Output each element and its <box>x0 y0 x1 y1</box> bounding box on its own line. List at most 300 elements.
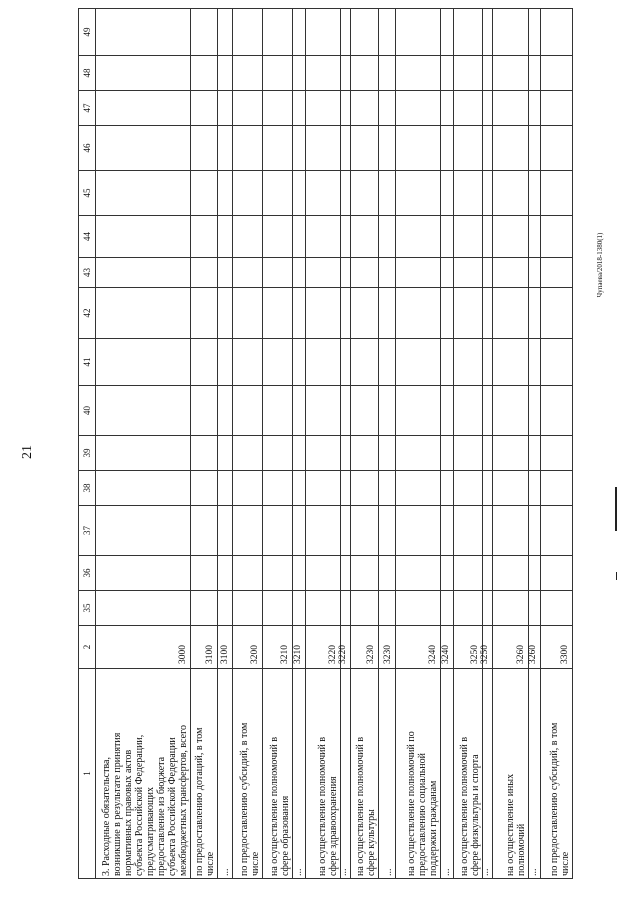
column-header-label: 43 <box>82 268 92 277</box>
empty-value-cell <box>263 435 293 470</box>
empty-value-cell <box>96 338 191 385</box>
empty-value-cell <box>233 555 263 590</box>
row-code: 3250 <box>470 645 480 664</box>
empty-value-cell <box>233 338 263 385</box>
column-header-cell <box>79 125 96 170</box>
row-label-line: сфере физкультуры и спорта <box>470 754 481 876</box>
row-code-cell <box>480 625 493 668</box>
empty-value-cell <box>351 338 379 385</box>
empty-value-cell <box>191 590 218 625</box>
empty-value-cell <box>541 90 573 125</box>
row-label-line: субъекта Российской Федерации <box>167 737 178 876</box>
row-label-line: по предоставлению субсидий, в том <box>239 722 250 876</box>
column-header-label: 42 <box>82 308 92 318</box>
empty-value-cell <box>306 555 341 590</box>
empty-value-cell <box>541 435 573 470</box>
column-header-cell <box>79 470 96 505</box>
column-header-label: 35 <box>82 603 92 613</box>
empty-value-cell <box>96 8 191 55</box>
empty-value-cell <box>96 170 191 215</box>
empty-value-cell <box>483 590 493 625</box>
empty-value-cell <box>191 338 218 385</box>
row-label-line: по предоставлению дотаций, в том <box>194 727 205 876</box>
empty-value-cell <box>233 385 263 435</box>
empty-value-cell <box>263 470 293 505</box>
empty-value-cell <box>341 470 351 505</box>
document-footer-code: Чупаева/2018-1380(1) <box>596 232 604 298</box>
empty-value-cell <box>483 470 493 505</box>
empty-value-cell <box>263 215 293 257</box>
empty-value-cell <box>351 505 379 555</box>
empty-value-cell <box>96 287 191 338</box>
empty-value-cell <box>441 385 454 435</box>
empty-value-cell <box>233 257 263 287</box>
empty-value-cell <box>233 590 263 625</box>
empty-value-cell <box>441 215 454 257</box>
row-label-cell <box>218 668 233 878</box>
row-label-cell <box>396 668 441 878</box>
column-header-cell <box>79 385 96 435</box>
empty-value-cell <box>351 8 379 55</box>
row-label-line: ... <box>293 868 304 876</box>
empty-value-cell <box>191 170 218 215</box>
row-code-cell <box>541 625 573 668</box>
row-code: 3250 <box>480 645 490 664</box>
empty-value-cell <box>541 55 573 90</box>
row-label-line: полномочий <box>516 823 527 876</box>
row-label-line: межбюджетных трансфертов, всего <box>178 725 189 876</box>
row-label-cell <box>454 668 483 878</box>
row-label-line: на осуществление полномочий в <box>269 736 280 876</box>
empty-value-cell <box>483 338 493 385</box>
empty-value-cell <box>529 90 541 125</box>
empty-value-cell <box>351 470 379 505</box>
row-label-cell <box>379 668 396 878</box>
empty-value-cell <box>396 90 441 125</box>
empty-value-cell <box>396 505 441 555</box>
column-header-label: 44 <box>82 232 92 241</box>
empty-value-cell <box>351 435 379 470</box>
empty-value-cell <box>541 8 573 55</box>
row-label-line: ... <box>220 868 231 876</box>
empty-value-cell <box>218 590 233 625</box>
row-code: 3240 <box>441 645 451 664</box>
empty-value-cell <box>379 170 396 215</box>
row-code: 3260 <box>528 645 538 664</box>
row-label-cell <box>263 668 293 878</box>
row-code-cell <box>454 625 483 668</box>
row-label-line: сфере образования <box>280 795 291 876</box>
empty-value-cell <box>379 257 396 287</box>
empty-value-cell <box>396 55 441 90</box>
empty-value-cell <box>529 555 541 590</box>
row-label-cell <box>306 668 341 878</box>
column-header-cell <box>79 257 96 287</box>
empty-value-cell <box>191 555 218 590</box>
row-label-cell <box>293 668 306 878</box>
empty-value-cell <box>191 470 218 505</box>
column-header-cell <box>79 435 96 470</box>
empty-value-cell <box>483 90 493 125</box>
row-code-cell <box>191 625 218 668</box>
column-header-label: 36 <box>82 568 92 578</box>
empty-value-cell <box>493 435 529 470</box>
empty-value-cell <box>293 338 306 385</box>
empty-value-cell <box>493 287 529 338</box>
row-code-cell <box>529 625 541 668</box>
empty-value-cell <box>441 170 454 215</box>
row-code: 3220 <box>338 645 348 664</box>
empty-value-cell <box>263 505 293 555</box>
empty-value-cell <box>306 125 341 170</box>
empty-value-cell <box>233 55 263 90</box>
empty-value-cell <box>493 338 529 385</box>
empty-value-cell <box>306 55 341 90</box>
empty-value-cell <box>441 55 454 90</box>
empty-value-cell <box>293 257 306 287</box>
empty-value-cell <box>96 125 191 170</box>
empty-value-cell <box>233 90 263 125</box>
empty-value-cell <box>379 90 396 125</box>
empty-value-cell <box>191 215 218 257</box>
empty-value-cell <box>483 287 493 338</box>
row-code-cell <box>441 625 454 668</box>
empty-value-cell <box>396 215 441 257</box>
empty-value-cell <box>379 435 396 470</box>
empty-value-cell <box>218 338 233 385</box>
empty-value-cell <box>396 257 441 287</box>
row-label-line: числе <box>250 851 261 876</box>
column-header-label: 1 <box>82 771 92 776</box>
empty-value-cell <box>341 170 351 215</box>
row-label-line: на осуществление полномочий в <box>459 736 470 876</box>
empty-value-cell <box>218 90 233 125</box>
row-code: 3210 <box>280 645 290 664</box>
empty-value-cell <box>396 590 441 625</box>
empty-value-cell <box>454 338 483 385</box>
row-label-line: ... <box>441 868 452 876</box>
empty-value-cell <box>233 435 263 470</box>
empty-value-cell <box>341 590 351 625</box>
empty-value-cell <box>351 590 379 625</box>
empty-value-cell <box>454 170 483 215</box>
column-header-label: 37 <box>82 526 92 535</box>
empty-value-cell <box>341 257 351 287</box>
empty-value-cell <box>293 385 306 435</box>
empty-value-cell <box>351 555 379 590</box>
column-header-cell <box>79 8 96 55</box>
empty-value-cell <box>441 435 454 470</box>
column-header-label: 40 <box>82 406 92 415</box>
row-code-cell <box>396 625 441 668</box>
empty-value-cell <box>541 287 573 338</box>
empty-value-cell <box>483 125 493 170</box>
empty-value-cell <box>263 257 293 287</box>
empty-value-cell <box>541 385 573 435</box>
empty-value-cell <box>483 555 493 590</box>
empty-value-cell <box>529 287 541 338</box>
empty-value-cell <box>483 8 493 55</box>
column-header-cell <box>79 215 96 257</box>
empty-value-cell <box>379 505 396 555</box>
empty-value-cell <box>191 435 218 470</box>
row-label-line: числе <box>205 851 216 876</box>
empty-value-cell <box>454 385 483 435</box>
empty-value-cell <box>96 470 191 505</box>
empty-value-cell <box>351 170 379 215</box>
column-header-label: 45 <box>82 188 92 198</box>
empty-value-cell <box>441 90 454 125</box>
row-label-line: нормативных правовых актов <box>123 749 134 876</box>
empty-value-cell <box>396 287 441 338</box>
empty-value-cell <box>493 505 529 555</box>
empty-value-cell <box>396 170 441 215</box>
column-header-label: 2 <box>82 644 92 650</box>
empty-value-cell <box>306 8 341 55</box>
empty-value-cell <box>293 90 306 125</box>
empty-value-cell <box>379 125 396 170</box>
row-label-line: предусматривающих <box>145 786 156 876</box>
empty-value-cell <box>293 170 306 215</box>
row-label-line: возникшие в результате принятия <box>112 732 123 876</box>
column-header-label: 49 <box>82 27 92 37</box>
row-code: 3000 <box>178 645 188 664</box>
empty-value-cell <box>454 287 483 338</box>
row-label-line: 3. Расходные обязательства, <box>101 757 112 876</box>
row-code-cell <box>379 625 396 668</box>
empty-value-cell <box>441 287 454 338</box>
empty-value-cell <box>233 505 263 555</box>
empty-value-cell <box>191 505 218 555</box>
empty-value-cell <box>218 125 233 170</box>
empty-value-cell <box>441 470 454 505</box>
empty-value-cell <box>306 90 341 125</box>
empty-value-cell <box>529 385 541 435</box>
row-code-cell <box>293 625 306 668</box>
column-header-cell <box>79 590 96 625</box>
row-code-cell <box>493 625 529 668</box>
empty-value-cell <box>233 170 263 215</box>
empty-value-cell <box>529 125 541 170</box>
empty-value-cell <box>379 8 396 55</box>
row-code: 3300 <box>560 645 570 664</box>
empty-value-cell <box>233 125 263 170</box>
empty-value-cell <box>493 125 529 170</box>
empty-value-cell <box>396 470 441 505</box>
empty-value-cell <box>454 435 483 470</box>
empty-value-cell <box>483 385 493 435</box>
empty-value-cell <box>441 338 454 385</box>
row-code: 3260 <box>516 645 526 664</box>
empty-value-cell <box>341 8 351 55</box>
row-code: 3240 <box>428 645 438 664</box>
empty-value-cell <box>306 470 341 505</box>
empty-value-cell <box>351 287 379 338</box>
empty-value-cell <box>379 287 396 338</box>
empty-value-cell <box>493 90 529 125</box>
empty-value-cell <box>293 8 306 55</box>
empty-value-cell <box>341 435 351 470</box>
empty-value-cell <box>441 555 454 590</box>
empty-value-cell <box>396 435 441 470</box>
row-code-cell <box>233 625 263 668</box>
row-label-cell <box>493 668 529 878</box>
empty-value-cell <box>96 590 191 625</box>
column-header-label: 41 <box>82 357 92 367</box>
row-code: 3210 <box>293 645 303 664</box>
empty-value-cell <box>96 215 191 257</box>
empty-value-cell <box>454 257 483 287</box>
empty-value-cell <box>379 385 396 435</box>
empty-value-cell <box>293 590 306 625</box>
row-label-line: поддержки гражданам <box>428 780 439 876</box>
empty-value-cell <box>483 435 493 470</box>
empty-value-cell <box>441 590 454 625</box>
column-header-label: 48 <box>82 68 92 78</box>
row-label-cell <box>233 668 263 878</box>
empty-value-cell <box>218 505 233 555</box>
row-code-cell <box>96 625 191 668</box>
row-label-cell <box>441 668 454 878</box>
empty-value-cell <box>529 338 541 385</box>
empty-value-cell <box>493 257 529 287</box>
empty-value-cell <box>454 90 483 125</box>
empty-value-cell <box>441 125 454 170</box>
column-header-cell <box>79 90 96 125</box>
empty-value-cell <box>351 385 379 435</box>
empty-value-cell <box>263 90 293 125</box>
empty-value-cell <box>96 90 191 125</box>
empty-value-cell <box>218 555 233 590</box>
empty-value-cell <box>454 505 483 555</box>
empty-value-cell <box>306 505 341 555</box>
empty-value-cell <box>454 555 483 590</box>
row-code-cell <box>338 625 351 668</box>
empty-value-cell <box>96 505 191 555</box>
empty-value-cell <box>218 257 233 287</box>
empty-value-cell <box>233 8 263 55</box>
empty-value-cell <box>541 505 573 555</box>
empty-value-cell <box>341 215 351 257</box>
row-label-cell <box>191 668 218 878</box>
column-header-label: 46 <box>82 143 92 153</box>
empty-value-cell <box>293 215 306 257</box>
empty-value-cell <box>441 505 454 555</box>
empty-value-cell <box>529 257 541 287</box>
row-code-cell <box>218 625 233 668</box>
empty-value-cell <box>218 170 233 215</box>
empty-value-cell <box>306 215 341 257</box>
empty-value-cell <box>529 590 541 625</box>
empty-value-cell <box>351 215 379 257</box>
empty-value-cell <box>218 435 233 470</box>
row-code: 3230 <box>383 645 393 664</box>
empty-value-cell <box>293 435 306 470</box>
empty-value-cell <box>396 125 441 170</box>
empty-value-cell <box>483 170 493 215</box>
row-label-line: сфере культуры <box>366 809 377 876</box>
row-label-cell <box>96 668 191 878</box>
empty-value-cell <box>96 435 191 470</box>
row-code: 3230 <box>366 645 376 664</box>
column-header-cell <box>79 55 96 90</box>
row-label-line: предоставлению социальной <box>417 753 428 876</box>
empty-value-cell <box>191 385 218 435</box>
row-code: 3220 <box>328 645 338 664</box>
scan-artifact-line <box>615 487 617 531</box>
empty-value-cell <box>218 215 233 257</box>
empty-value-cell <box>541 215 573 257</box>
empty-value-cell <box>306 338 341 385</box>
empty-value-cell <box>191 257 218 287</box>
empty-value-cell <box>483 257 493 287</box>
empty-value-cell <box>293 555 306 590</box>
empty-value-cell <box>341 338 351 385</box>
empty-value-cell <box>441 8 454 55</box>
empty-value-cell <box>233 215 263 257</box>
row-code: 3100 <box>205 645 215 664</box>
row-label-line: на осуществление полномочий по <box>406 731 417 876</box>
empty-value-cell <box>263 555 293 590</box>
column-header-cell <box>79 170 96 215</box>
column-header-cell <box>79 668 96 878</box>
empty-value-cell <box>396 385 441 435</box>
row-label-line: по предоставлению субсидий, в том <box>549 722 560 876</box>
empty-value-cell <box>454 8 483 55</box>
empty-value-cell <box>306 257 341 287</box>
row-label-line: на осуществление полномочий в <box>317 736 328 876</box>
empty-value-cell <box>379 215 396 257</box>
row-label-cell <box>541 668 573 878</box>
column-header-cell <box>79 625 96 668</box>
empty-value-cell <box>529 470 541 505</box>
empty-value-cell <box>96 257 191 287</box>
empty-value-cell <box>441 257 454 287</box>
empty-value-cell <box>379 55 396 90</box>
empty-value-cell <box>493 55 529 90</box>
column-header-cell <box>79 338 96 385</box>
row-label-cell <box>480 668 493 878</box>
empty-value-cell <box>529 8 541 55</box>
empty-value-cell <box>341 505 351 555</box>
column-header-cell <box>79 505 96 555</box>
empty-value-cell <box>483 55 493 90</box>
row-label-cell <box>351 668 379 878</box>
empty-value-cell <box>218 8 233 55</box>
row-label-line: ... <box>528 868 539 876</box>
row-code: 3200 <box>250 645 260 664</box>
empty-value-cell <box>379 338 396 385</box>
empty-value-cell <box>263 125 293 170</box>
empty-value-cell <box>218 287 233 338</box>
empty-value-cell <box>191 55 218 90</box>
empty-value-cell <box>341 55 351 90</box>
empty-value-cell <box>529 170 541 215</box>
row-label-cell <box>338 668 351 878</box>
empty-value-cell <box>306 435 341 470</box>
empty-value-cell <box>96 55 191 90</box>
empty-value-cell <box>263 590 293 625</box>
column-header-cell <box>79 555 96 590</box>
empty-value-cell <box>293 55 306 90</box>
empty-value-cell <box>218 55 233 90</box>
empty-value-cell <box>454 590 483 625</box>
empty-value-cell <box>483 505 493 555</box>
empty-value-cell <box>493 590 529 625</box>
empty-value-cell <box>483 215 493 257</box>
empty-value-cell <box>541 170 573 215</box>
empty-value-cell <box>529 505 541 555</box>
